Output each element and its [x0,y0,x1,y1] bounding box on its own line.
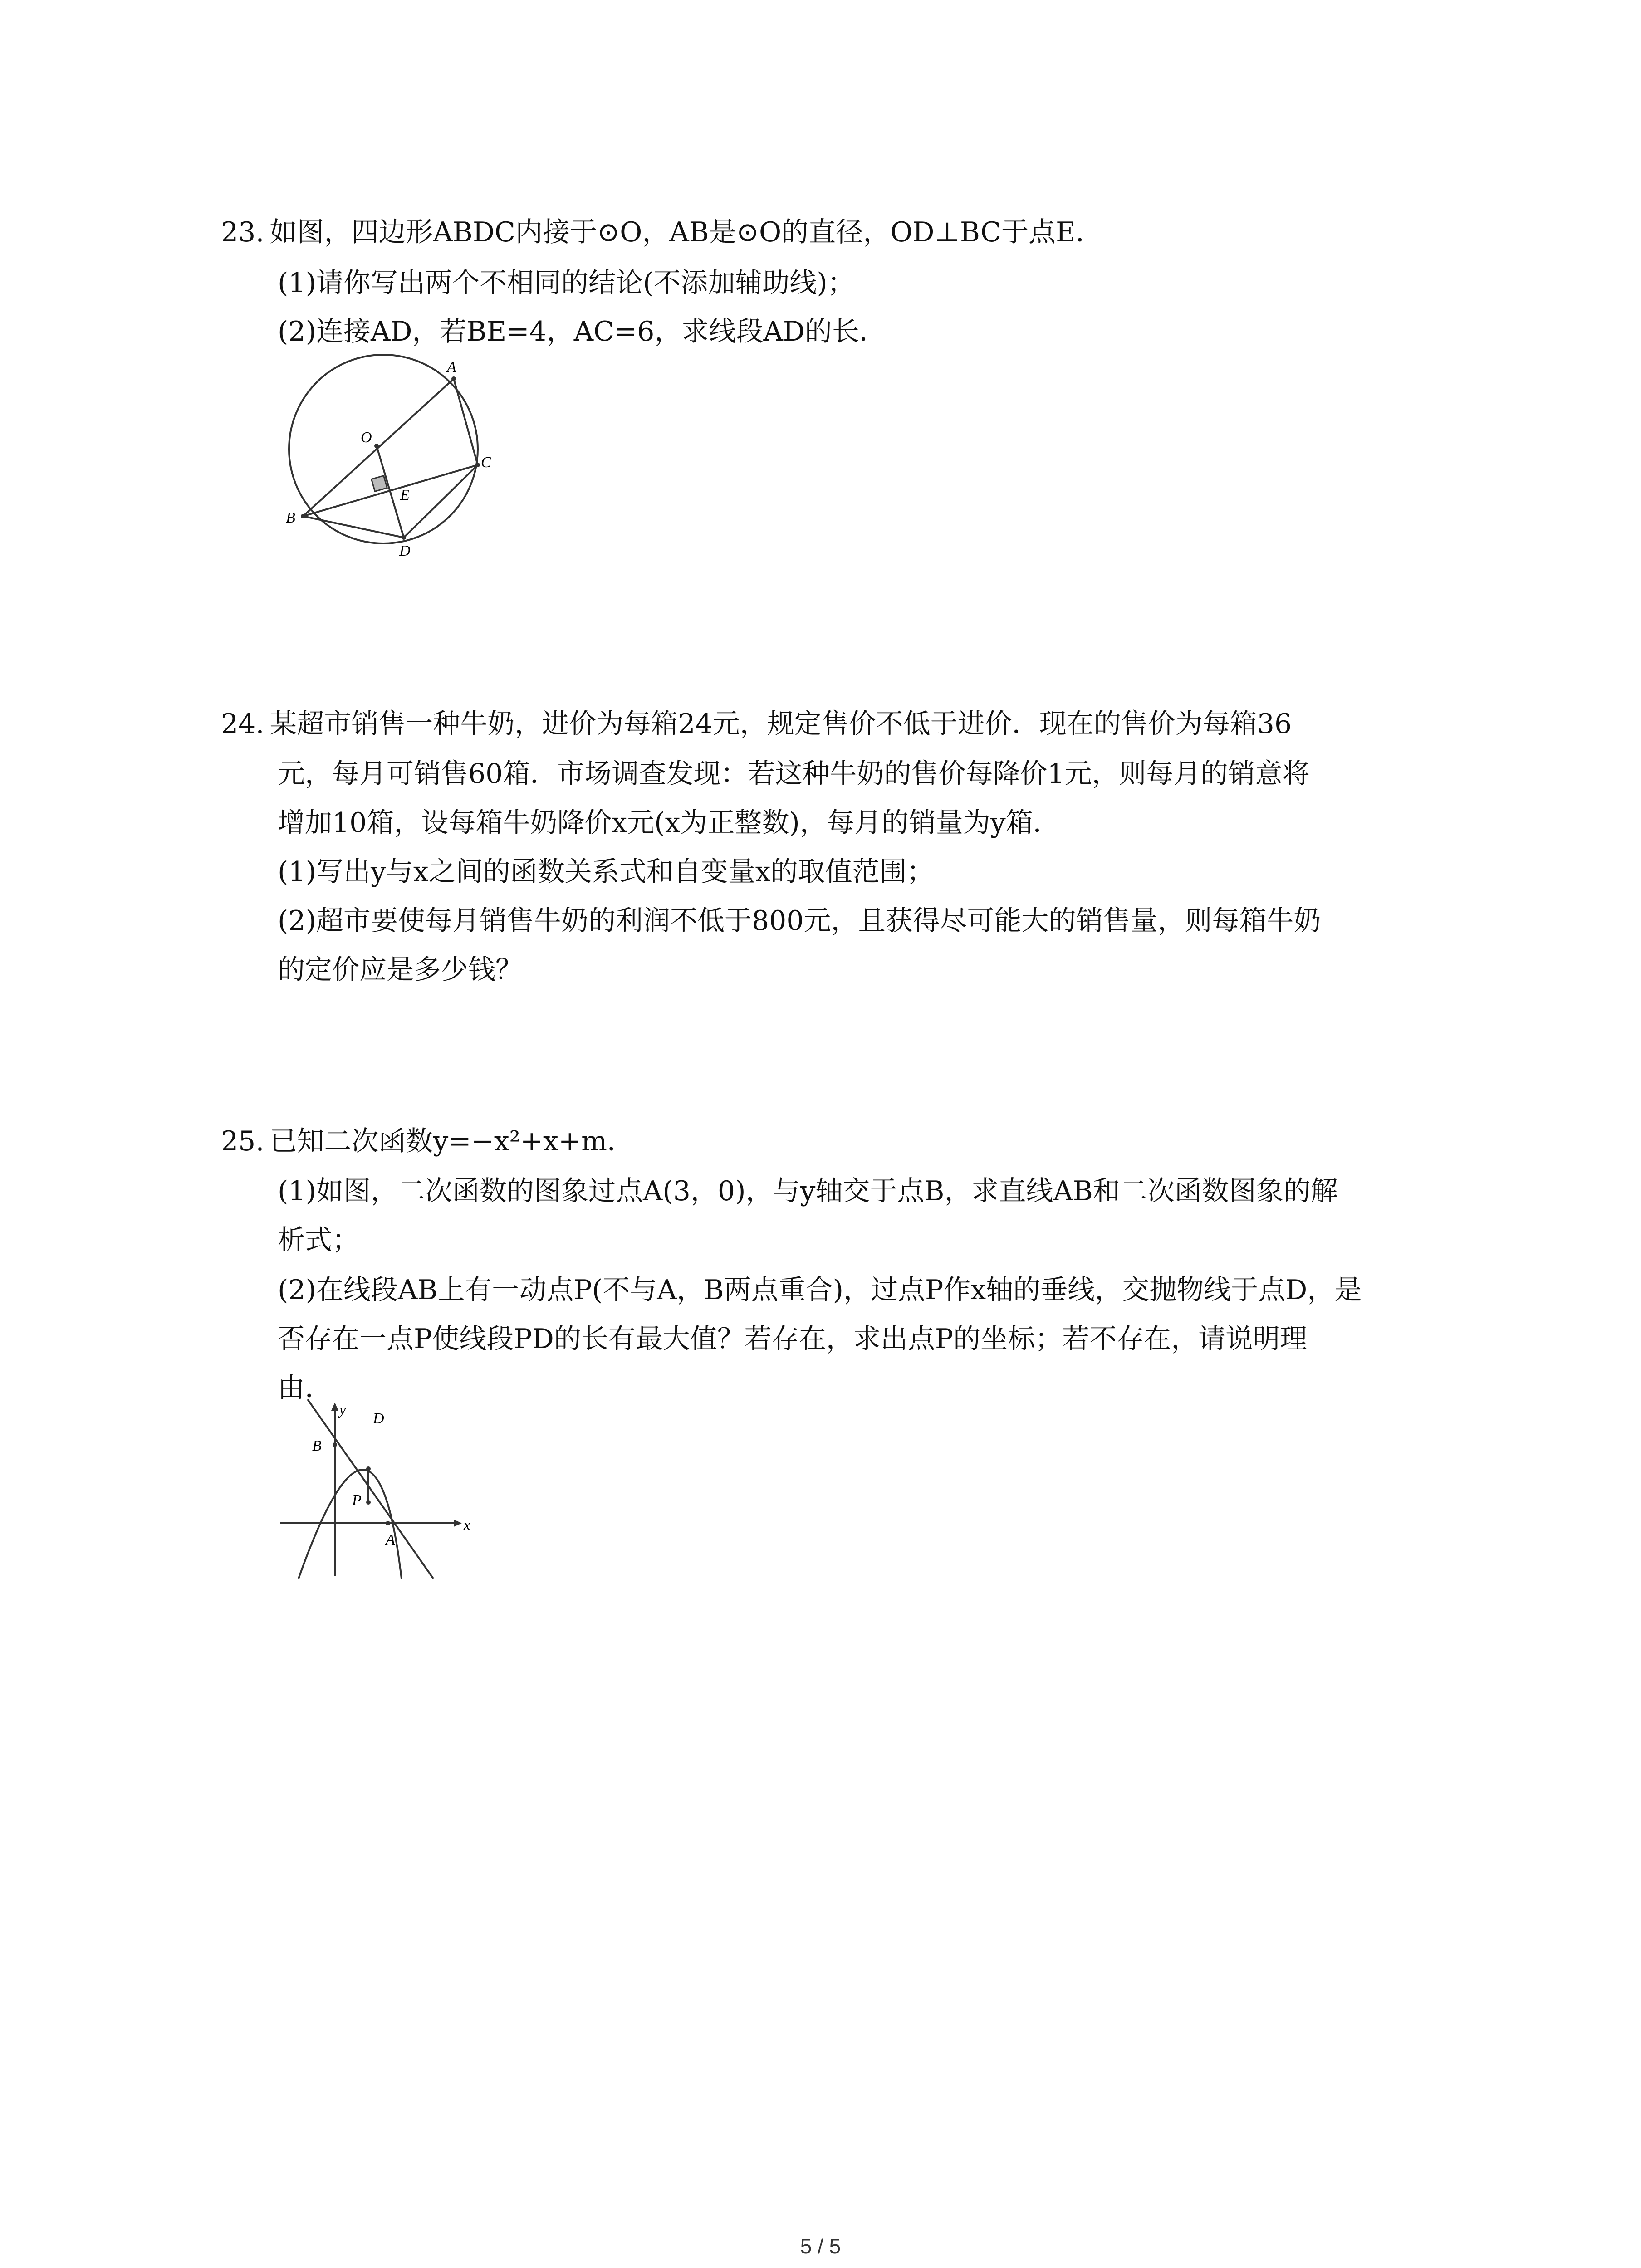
q23-part1: (1)请你写出两个不相同的结论(不添加辅助线)； [278,267,855,299]
q25-part1-line1: (1)如图，二次函数的图象过点A(3，0)，与y轴交于点B，求直线AB和二次函数图象的解 [278,1175,1338,1207]
q23-label-E: E [400,487,410,503]
q25-part1-line2: 析式； [278,1224,359,1256]
q25-label-P: P [352,1492,362,1509]
q23-label-C: C [481,454,491,471]
q25-label-A: A [386,1531,395,1548]
q23-stem-line [221,216,1103,249]
q25-label-x: x [464,1516,470,1533]
q24-part1: (1)写出y与x之间的函数关系式和自变量x的取值范围； [278,856,934,888]
q25-part2-line3: 由． [278,1372,332,1404]
q24-line2: 元，每月可销售60箱．市场调查发现：若这种牛奶的售价每降价1元，则每月的销意将 [278,758,1310,790]
q25-part2-line2: 否存在一点P使线段PD的长有最大值？若存在，求出点P的坐标；若不存在，请说明理 [278,1323,1308,1355]
q24-number: 24. [221,708,265,740]
q24-part2-line2: 的定价应是多少钱？ [278,954,523,986]
q24-line3: 增加10箱，设每箱牛奶降价x元(x为正整数)，每月的销量为y箱． [278,807,1060,839]
q23-stem: 如图，四边形ABDC内接于⊙O，AB是⊙O的直径，OD⊥BC于点E． [269,216,1103,248]
q23-label-A: A [447,359,456,376]
q23-label-B: B [286,509,295,526]
q24-part2-line1: (2)超市要使每月销售牛奶的利润不低于800元，且获得尽可能大的销售量，则每箱牛奶 [278,905,1321,937]
q25-label-D: D [373,1410,384,1427]
q25-stem: 已知二次函数y=−x²+x+m． [269,1125,635,1157]
q23-circle-figure [272,354,490,567]
q23-label-D: D [399,543,411,559]
q23-part2: (2)连接AD，若BE=4，AC=6，求线段AD的长． [278,316,887,347]
q25-part2-line1: (2)在线段AB上有一动点P(不与A，B两点重合)，过点P作x轴的垂线，交抛物线于点D，是 [278,1274,1362,1306]
q25-stem-line [221,1125,634,1158]
q25-label-B: B [312,1437,322,1454]
q24-text-line1: 某超市销售一种牛奶，进价为每箱24元，规定售价不低于进价．现在的售价为每箱36 [269,708,1292,740]
q23-label-O: O [361,429,372,446]
q24-line1 [221,708,1292,740]
q25-parabola-figure [272,1397,481,1588]
page-number: 5 / 5 [800,2234,841,2258]
q25-label-y: y [339,1401,346,1418]
q23-number: 23. [221,216,265,248]
q25-number: 25. [221,1125,265,1157]
